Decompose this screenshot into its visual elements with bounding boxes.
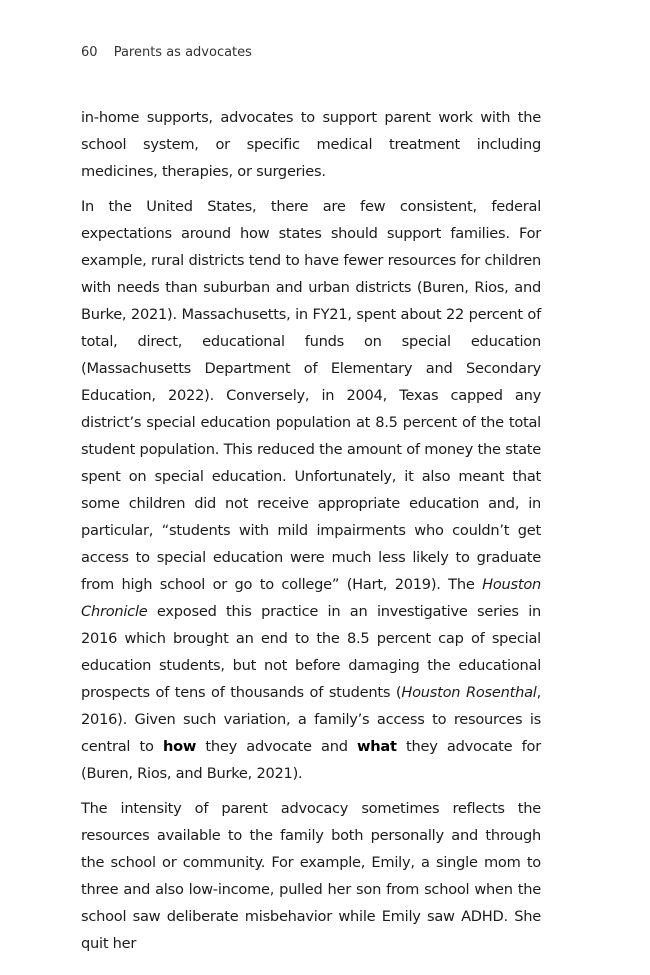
paragraph-2-text-a: In the United States, there are few consistent, federal expectations around how states should support families. For example, rural districts tend to have fewer resources for children with needs than suburban and urban districts (Buren, Rios, and Burke, 2021). Massachusetts, in FY21, spent about 22 percent of total, direct, educational funds on special education (Massachusetts Department of Elementary and Secondary Education, 2022). Conversely, in 2004, Texas capped any district’s special education population at 8.5 percent of the total student population. This reduced the amount of money the state spent on special education. Unfortunately, it also meant that some children did not receive appropriate education and, in particular, “students with mild impairments who couldn’t get access to special education were much less likely to graduate from high school or go to college” (Hart, 2019). The: [81, 198, 541, 593]
paragraph-1: in-home supports, advocates to support parent work with the school system, or specific medical treatment including medicines, therapies, or surgeries.: [81, 109, 541, 180]
source-title-houston-chronicle: Houston Chronicle: [81, 576, 541, 620]
running-header: [81, 44, 252, 62]
running-title: Parents as advocates: [113, 45, 252, 60]
body-text: [81, 104, 541, 965]
emphasis-what: what: [357, 738, 397, 755]
citation-houston-rosenthal: Houston Rosenthal: [401, 684, 537, 701]
paragraph-2-text-d: they advocate and: [196, 738, 358, 755]
paragraph-2-text-e: they advocate for (Buren, Rios, and Burke, 2021).: [81, 738, 541, 782]
paragraph-2-text-b: exposed this practice in an investigative series in 2016 which brought an end to the 8.5 percent cap of special education students, but not before damaging the educational prospects of tens of thousands of students (: [81, 603, 541, 701]
paragraph-3: The intensity of parent advocacy sometimes reflects the resources available to the family both personally and through the school or community. For example, Emily, a single mom to three and also low-income, pulled her son from school when the school saw deliberate misbehavior while Emily saw ADHD. She quit her: [81, 800, 541, 952]
page-number: 60: [81, 45, 98, 60]
emphasis-how: how: [162, 738, 197, 755]
paragraph-2-text-c: , 2016). Given such variation, a family’s access to resources is central to: [81, 684, 541, 755]
paragraph-2: [81, 193, 541, 787]
